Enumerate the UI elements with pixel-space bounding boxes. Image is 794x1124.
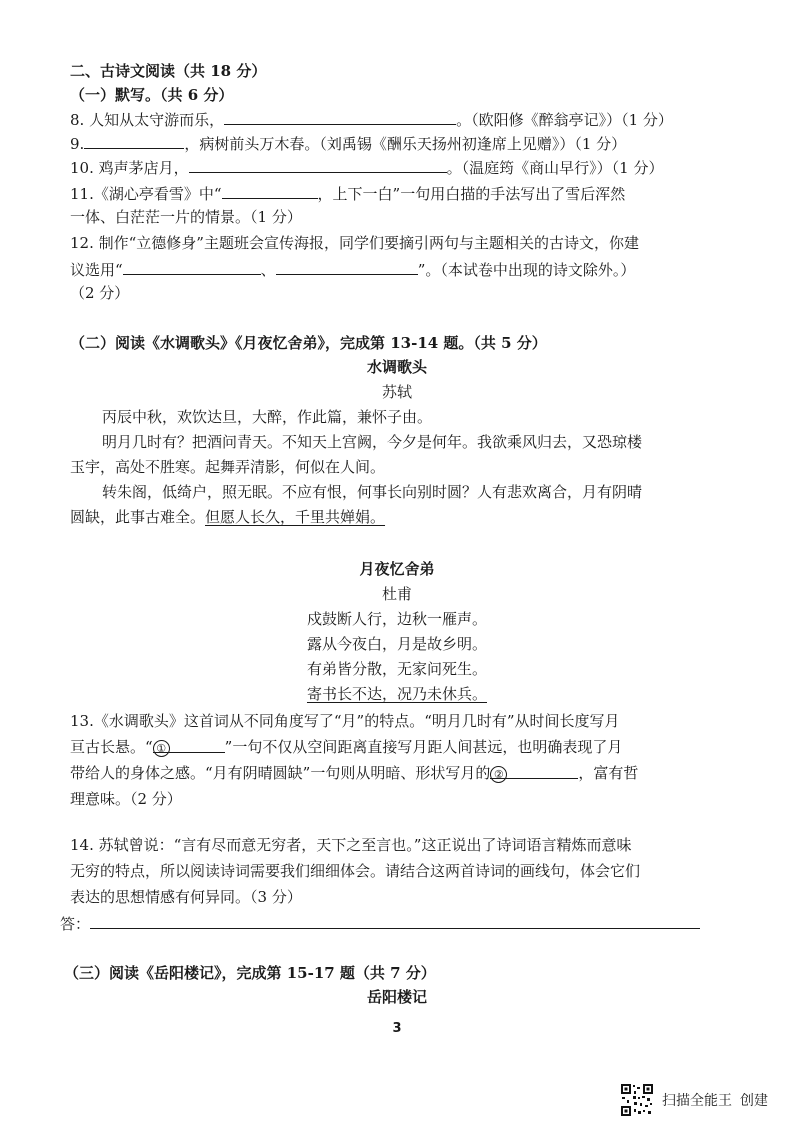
question-14-line3: 表达的思想情感有何异同。（3 分） bbox=[70, 888, 302, 906]
underlined-line: 寄书长不达，况乃未休兵。 bbox=[306, 685, 487, 703]
answer-blank[interactable] bbox=[276, 258, 418, 275]
question-12-score: （2 分） bbox=[70, 284, 130, 302]
question-13-line3: 带给人的身体之感。“月有阴晴圆缺”一句则从明暗、形状写月的 ② ，富有哲 bbox=[70, 764, 639, 782]
underlined-line: 但愿人长久，千里共婵娟。 bbox=[205, 508, 386, 526]
poem1-author: 苏轼 bbox=[381, 383, 412, 401]
answer-blank-2[interactable] bbox=[490, 762, 578, 779]
poem1-line: 玉宇，高处不胜寒。起舞弄清影，何似在人间。 bbox=[70, 458, 386, 476]
poem1-line: 明月几时有？把酒问青天。不知天上宫阙，今夕是何年。我欲乘风归去，又恐琼楼 bbox=[102, 433, 643, 451]
answer-blank[interactable] bbox=[84, 132, 184, 149]
answer-blank[interactable] bbox=[222, 182, 318, 199]
part1-title: （一）默写。（共 6 分） bbox=[70, 86, 234, 104]
part2-title: （二）阅读《水调歌头》《月夜忆舍弟》，完成第 13-14 题。（共 5 分） bbox=[70, 334, 547, 352]
question-13-line4: 理意味。（2 分） bbox=[70, 790, 182, 808]
scanner-action: 创建 bbox=[740, 1093, 768, 1109]
answer-row bbox=[60, 912, 700, 935]
answer-blank-1[interactable] bbox=[153, 736, 225, 753]
part3-text-title: 岳阳楼记 bbox=[366, 988, 427, 1006]
question-8: 8. 人知从太守游而乐， 。（欧阳修《醉翁亭记》）（1 分） bbox=[70, 108, 673, 131]
poem2-line: 戍鼓断人行，边秋一雁声。 bbox=[306, 610, 487, 628]
question-14-line2: 无穷的特点，所以阅读诗词需要我们细细体会。请结合这两首诗词的画线句，体会它们 bbox=[70, 862, 641, 880]
page-number: 3 bbox=[392, 1021, 402, 1036]
answer-blank[interactable] bbox=[123, 258, 261, 275]
question-11-cont: 一体、白茫茫一片的情景。（1 分） bbox=[70, 208, 302, 226]
poem1-line: 丙辰中秋，欢饮达旦，大醉，作此篇，兼怀子由。 bbox=[102, 408, 433, 426]
poem1-title: 水调歌头 bbox=[366, 358, 427, 376]
question-12: 12. 制作“立德修身”主题班会宣传海报，同学们要摘引两句与主题相关的古诗文，你建 bbox=[70, 234, 639, 252]
section-title: 二、古诗文阅读（共 18 分） bbox=[70, 62, 267, 80]
question-10: 10. 鸡声茅店月， 。（温庭筠《商山早行》）（1 分） bbox=[70, 156, 663, 179]
answer-label: 答： bbox=[60, 915, 91, 933]
question-13-line2: 亘古长悬。“ ① ”一句不仅从空间距离直接写月距人间甚远，也明确表现了月 bbox=[70, 738, 623, 756]
circled-number: ② bbox=[490, 766, 507, 783]
scanner-watermark bbox=[620, 1083, 768, 1117]
poem2-line bbox=[0, 683, 794, 705]
question-14: 14. 苏轼曾说：“言有尽而意无穷者，天下之至言也。”这正说出了诗词语言精炼而意味 bbox=[70, 836, 632, 854]
qr-code-icon bbox=[620, 1083, 654, 1117]
poem2-line: 露从今夜白，月是故乡明。 bbox=[306, 635, 487, 653]
question-13: 13.《水调歌头》这首词从不同角度写了“月”的特点。“明月几时有”从时间长度写月 bbox=[70, 712, 620, 730]
poem1-line: 圆缺，此事古难全。但愿人长久，千里共婵娟。 bbox=[70, 508, 386, 526]
answer-blank[interactable] bbox=[189, 156, 447, 173]
part3-title: （三）阅读《岳阳楼记》，完成第 15-17 题（共 7 分） bbox=[64, 964, 436, 982]
poem1-line: 转朱阁，低绮户，照无眠。不应有恨，何事长向别时圆？人有悲欢离合，月有阴晴 bbox=[102, 483, 643, 501]
question-12-blanks: 议选用“ 、 ”。（本试卷中出现的诗文除外。） bbox=[70, 258, 635, 281]
answer-line[interactable] bbox=[90, 912, 700, 929]
poem2-title: 月夜忆舍弟 bbox=[359, 560, 435, 578]
poem2-author: 杜甫 bbox=[381, 585, 412, 603]
scanner-app-name: 扫描全能王 bbox=[662, 1093, 732, 1109]
circled-number: ① bbox=[153, 740, 170, 757]
answer-blank[interactable] bbox=[224, 108, 456, 125]
question-9: 9. ，病树前头万木春。（刘禹锡《酬乐天扬州初逢席上见赠》）（1 分） bbox=[70, 132, 626, 155]
question-11: 11.《湖心亭看雪》中“ ，上下一白”一句用白描的手法写出了雪后浑然 bbox=[70, 182, 625, 205]
poem2-line: 有弟皆分散，无家问死生。 bbox=[306, 660, 487, 678]
